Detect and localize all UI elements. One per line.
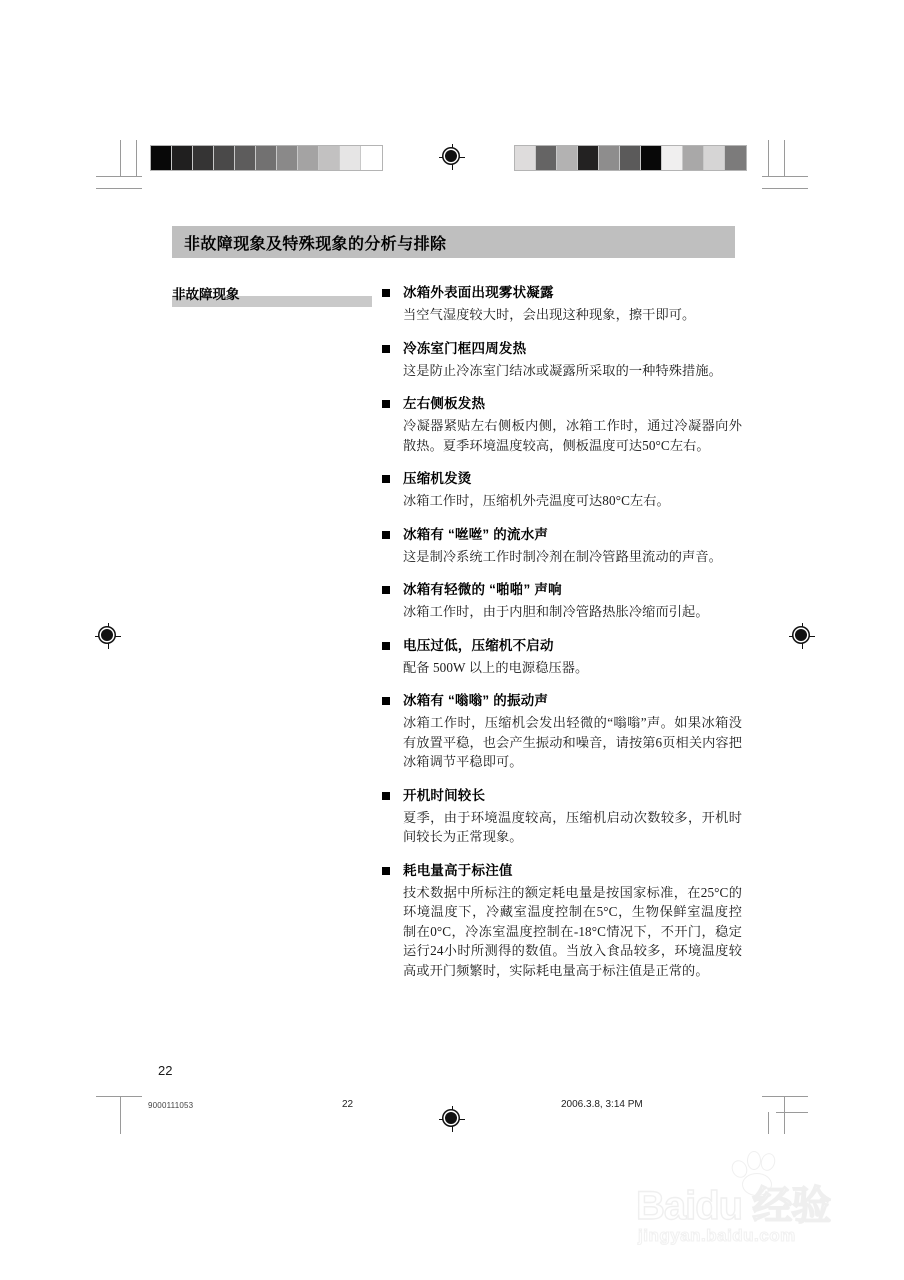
bullet-item: [382, 636, 742, 678]
crop-mark-top-right-v: [784, 140, 785, 177]
section-heading-text: 非故障现象及特殊现象的分析与排除: [184, 235, 447, 253]
bullet-item: [382, 580, 742, 622]
page-number: 22: [158, 1063, 173, 1078]
crop-mark-top-left-bleed-h: [96, 188, 142, 189]
bullet-body: [403, 525, 742, 567]
color-swatch: [193, 146, 214, 170]
square-bullet-icon: [382, 289, 390, 297]
crop-mark-top-left-v: [120, 140, 121, 177]
color-swatch: [361, 146, 382, 170]
bullet-body: [403, 786, 742, 847]
bullet-item: [382, 691, 742, 772]
footer-page-number: 22: [342, 1099, 354, 1110]
color-swatch: [172, 146, 193, 170]
bullet-item: [382, 283, 742, 325]
bullet-description: 冰箱工作时，压缩机会发出轻微的“嗡嗡”声。如果冰箱没有放置平稳，也会产生振动和噪音，请按第6页相关内容把冰箱调节平稳即可。: [403, 715, 742, 769]
color-swatch: [725, 146, 746, 170]
crop-mark-top-right-bleed: [768, 140, 769, 177]
color-swatch: [683, 146, 704, 170]
crop-mark-bottom-right-h: [762, 1096, 808, 1097]
bullet-body: [403, 469, 742, 511]
footer-timestamp: 2006.3.8, 3:14 PM: [561, 1099, 643, 1110]
crop-mark-top-right-bleed-h: [762, 188, 808, 189]
bullet-title: 开机时间较长: [403, 787, 486, 803]
baidu-jingyan-watermark: [636, 1152, 886, 1258]
color-swatch: [298, 146, 319, 170]
bullet-description: 冷凝器紧贴左右侧板内侧，冰箱工作时，通过冷凝器向外散热。夏季环境温度较高，侧板温度可达50°C左右。: [403, 418, 742, 453]
registration-bullseye: [101, 629, 113, 641]
bullet-body: [403, 861, 742, 981]
color-swatch: [536, 146, 557, 170]
bullet-body: [403, 691, 742, 772]
color-swatch: [599, 146, 620, 170]
bullet-body: [403, 394, 742, 455]
color-swatch: [319, 146, 340, 170]
crop-mark-bottom-right-bleed-h: [776, 1112, 808, 1113]
color-swatch: [214, 146, 235, 170]
square-bullet-icon: [382, 345, 390, 353]
bullet-description: 冰箱工作时，由于内胆和制冷管路热胀冷缩而引起。: [403, 604, 709, 619]
bullet-title: 冰箱有轻微的 “啪啪” 声响: [403, 582, 562, 597]
square-bullet-icon: [382, 475, 390, 483]
bullet-description: 冰箱工作时，压缩机外壳温度可达80°C左右。: [403, 493, 670, 508]
troubleshooting-bullet-list: [382, 283, 742, 994]
bullet-item: [382, 469, 742, 511]
color-swatch: [578, 146, 599, 170]
calibration-colorbar-left: [150, 145, 383, 171]
bullet-description: 夏季，由于环境温度较高，压缩机启动次数较多，开机时间较长为正常现象。: [403, 809, 742, 844]
square-bullet-icon: [382, 586, 390, 594]
bullet-description: 技术数据中所标注的额定耗电量是按国家标准，在25°C的环境温度下，冷藏室温度控制在5°C，生物保鲜室温度控制在0°C，冷冻室温度控制在-18°C情况下，不开门，稳定运行24小时所测得的数值。当放入食品较多，环境温度较高或开门频繁时，实际耗电量高于标注值是正常的。: [403, 884, 742, 978]
bullet-body: [403, 283, 742, 325]
square-bullet-icon: [382, 867, 390, 875]
bullet-body: [403, 339, 742, 381]
square-bullet-icon: [382, 400, 390, 408]
crop-mark-bottom-left-v: [120, 1096, 121, 1134]
registration-bullseye: [795, 629, 807, 641]
registration-bullseye: [445, 1112, 457, 1124]
bullet-body: [403, 636, 742, 678]
bullet-title: 冰箱有 “嗡嗡” 的振动声: [403, 693, 549, 708]
bullet-body: [403, 580, 742, 622]
color-swatch: [620, 146, 641, 170]
color-swatch: [704, 146, 725, 170]
color-swatch: [235, 146, 256, 170]
square-bullet-icon: [382, 642, 390, 650]
crop-mark-bottom-right-bleed: [768, 1112, 769, 1134]
calibration-colorbar-right: [514, 145, 747, 171]
bullet-title: 耗电量高于标注值: [403, 862, 513, 878]
margin-label-group: [172, 285, 372, 307]
margin-label-text: 非故障现象: [172, 287, 240, 302]
bullet-title: 冷冻室门框四周发热: [403, 340, 527, 356]
bullet-title: 冰箱外表面出现雾状凝露: [403, 285, 554, 300]
bullet-item: [382, 525, 742, 567]
bullet-title: 左右侧板发热: [403, 396, 486, 411]
watermark-url-text: jingyan.baidu.com: [638, 1226, 796, 1245]
square-bullet-icon: [382, 792, 390, 800]
color-swatch: [340, 146, 361, 170]
registration-bullseye: [445, 150, 457, 162]
bullet-description: 这是防止冷冻室门结冰或凝露所采取的一种特殊措施。: [403, 362, 722, 378]
color-swatch: [256, 146, 277, 170]
bullet-title: 冰箱有 “咝咝” 的流水声: [403, 526, 549, 542]
crop-mark-top-left-bleed: [136, 140, 137, 177]
registration-target-left-middle: [95, 623, 121, 649]
bullet-title: 电压过低，压缩机不启动: [403, 637, 554, 653]
color-swatch: [515, 146, 536, 170]
registration-target-bottom-center: [439, 1106, 465, 1132]
color-swatch: [662, 146, 683, 170]
color-swatch: [557, 146, 578, 170]
bullet-title: 压缩机发烫: [403, 471, 472, 486]
bullet-item: [382, 861, 742, 981]
bullet-item: [382, 786, 742, 847]
square-bullet-icon: [382, 697, 390, 705]
registration-target-top-center: [439, 144, 465, 170]
bullet-item: [382, 394, 742, 455]
color-swatch: [277, 146, 298, 170]
paw-print-icon: [728, 1150, 790, 1196]
bullet-item: [382, 339, 742, 381]
color-swatch: [151, 146, 172, 170]
watermark-brand-text: Baidu 经验: [636, 1184, 831, 1228]
bullet-description: 这是制冷系统工作时制冷剂在制冷管路里流动的声音。: [403, 548, 722, 564]
bullet-description: 配备 500W 以上的电源稳压器。: [403, 659, 589, 675]
crop-mark-bottom-right-v: [784, 1096, 785, 1134]
square-bullet-icon: [382, 531, 390, 539]
color-swatch: [641, 146, 662, 170]
section-heading-band: [172, 226, 735, 258]
crop-mark-bottom-left-h: [96, 1096, 142, 1097]
bullet-description: 当空气湿度较大时，会出现这种现象，擦干即可。: [403, 307, 696, 322]
registration-target-right-middle: [789, 623, 815, 649]
footer-document-id: 9000111053: [148, 1101, 194, 1110]
